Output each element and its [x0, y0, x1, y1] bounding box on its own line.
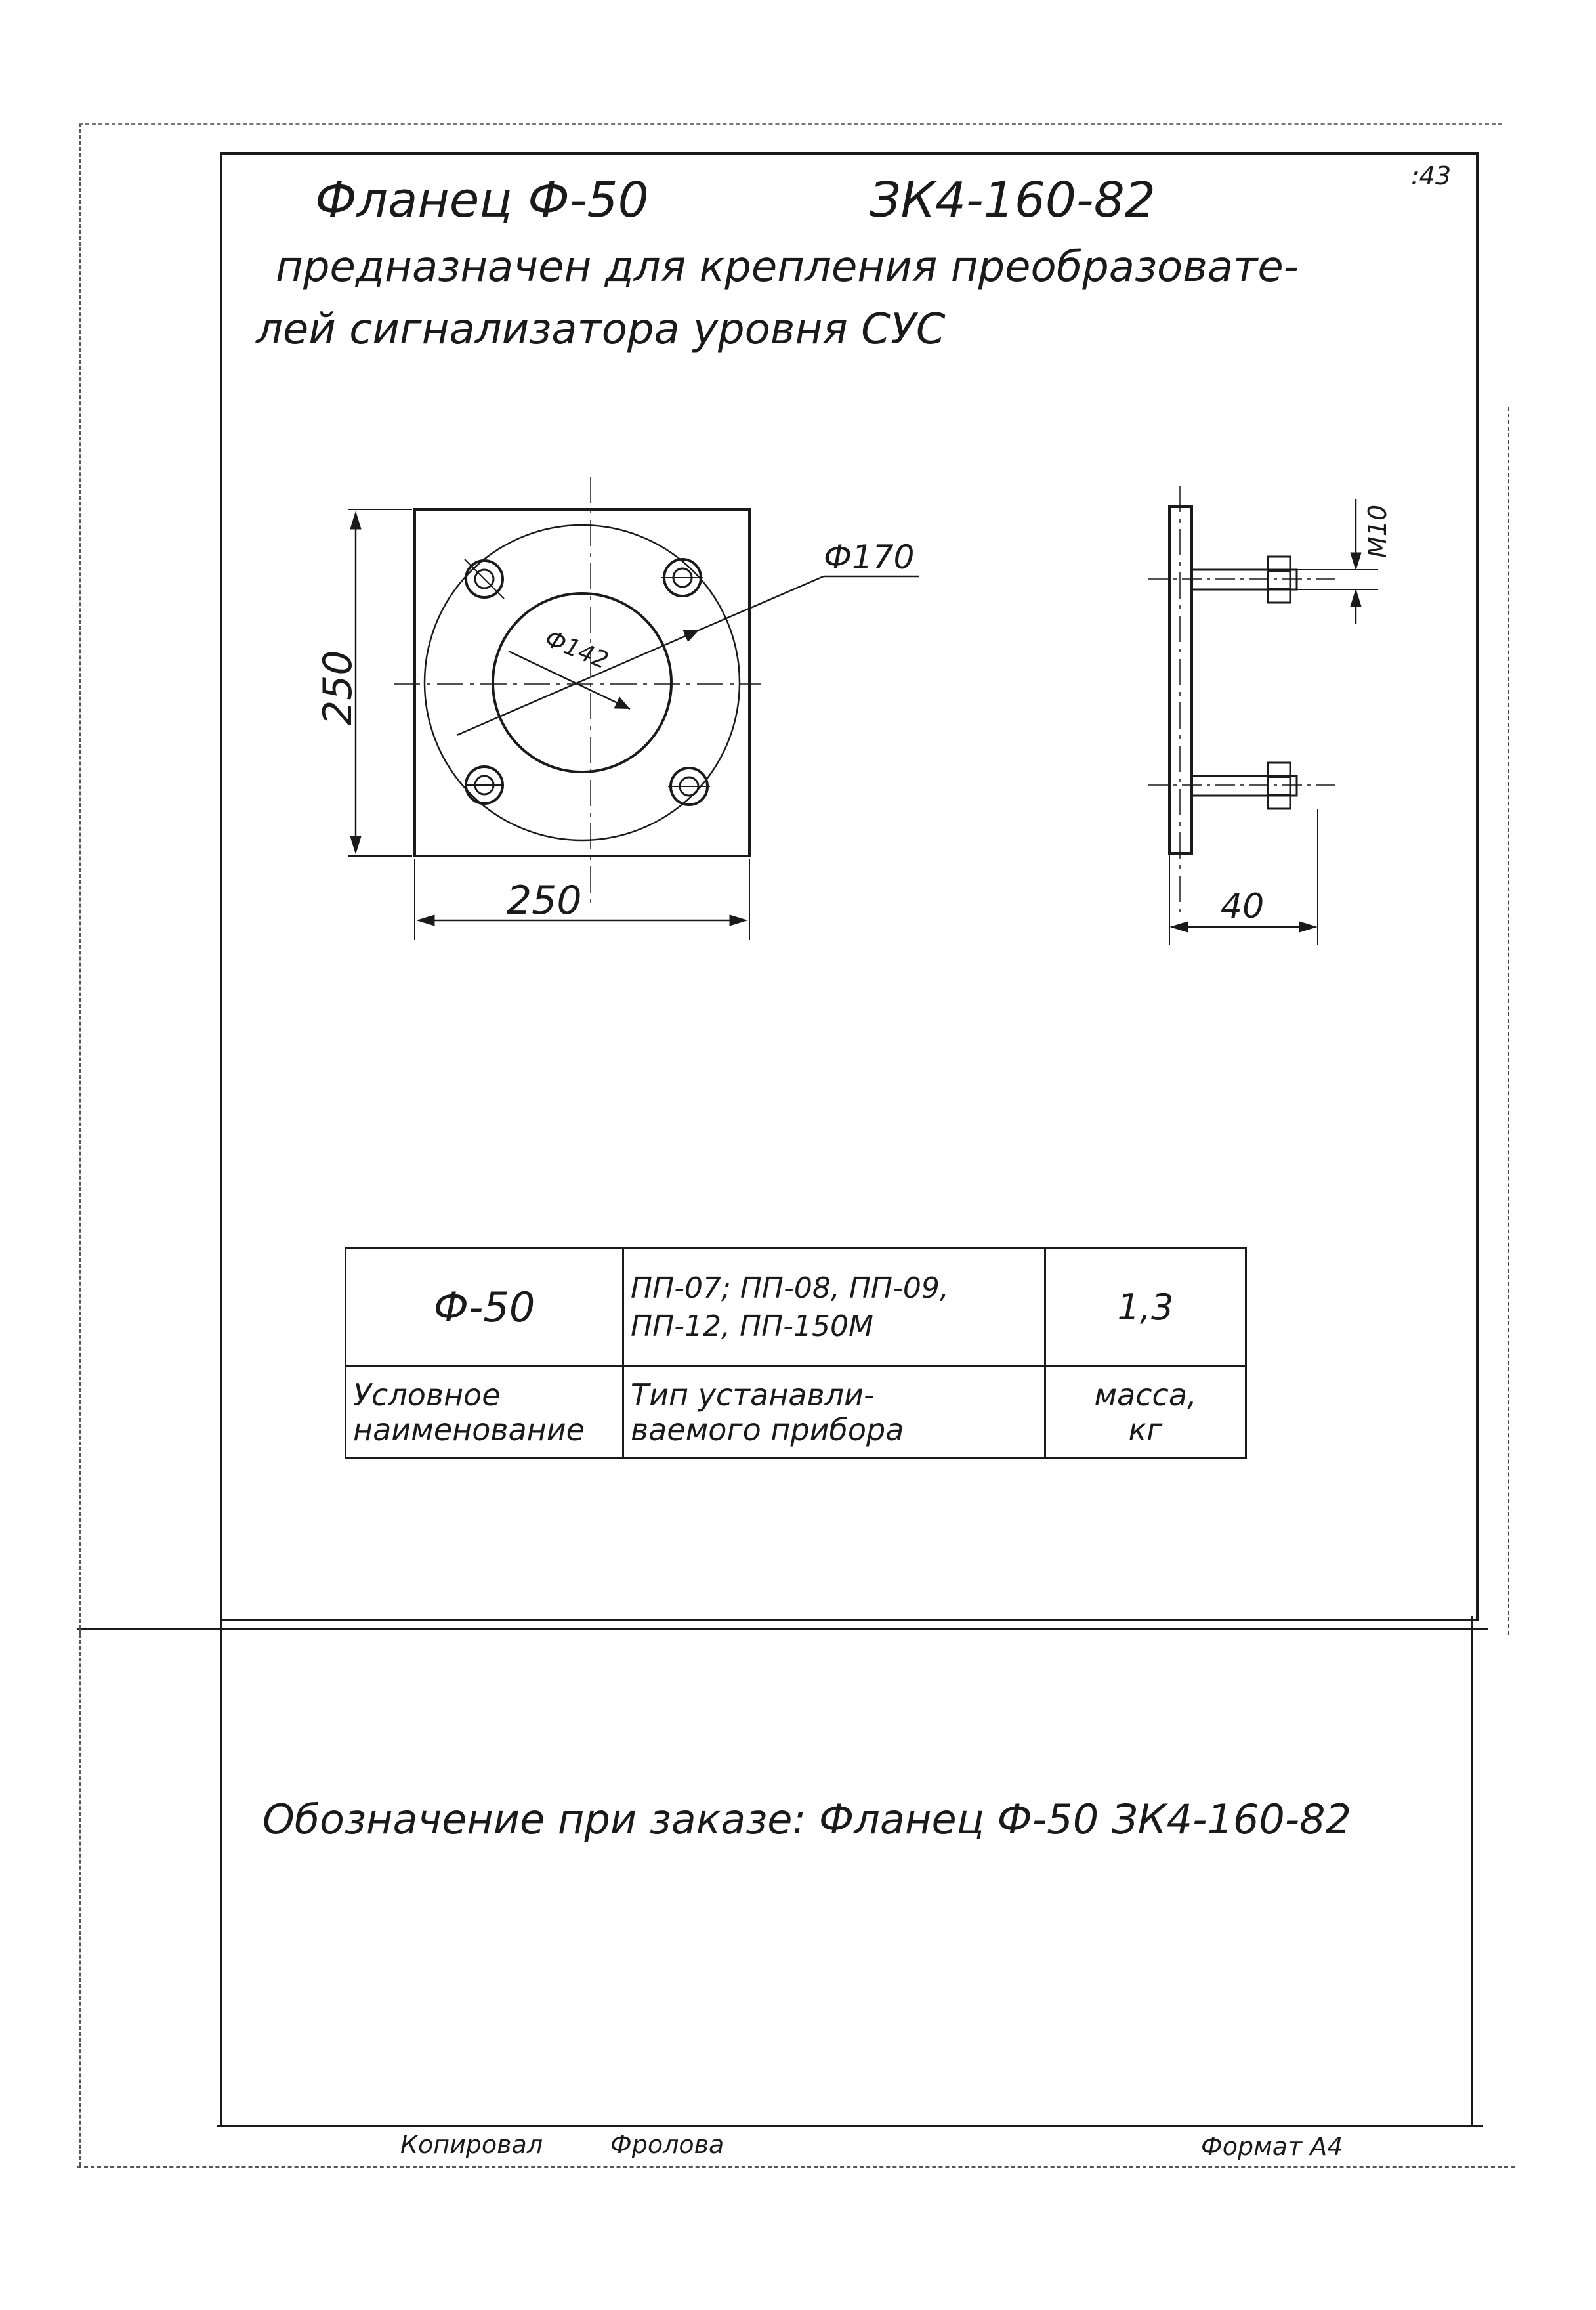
frame-right-lower: [1471, 1616, 1473, 2125]
table-row: [346, 1367, 1246, 1459]
plan-height-dim: 250: [315, 650, 361, 725]
bottom-rule: [77, 1628, 1488, 1630]
table-cell: Ф-50: [346, 1249, 623, 1367]
page-number: :43: [1411, 161, 1452, 190]
bolt-bottom-left: [465, 767, 504, 803]
plan-width-dim: 250: [507, 878, 582, 924]
table-cell: масса, кг: [1045, 1367, 1246, 1459]
description-line-2: лей сигнализатора уровня СУС: [256, 305, 946, 354]
outer-diameter-label: Ф170: [824, 538, 915, 576]
table-cell: 1,3: [1045, 1249, 1246, 1367]
left-dashed-rule-lower: [79, 1628, 81, 2166]
title-code: ЗК4-160-82: [870, 172, 1156, 228]
bolt-top-left: [465, 559, 504, 599]
footer-format: Формат А4: [1201, 2132, 1343, 2161]
spec-table: [345, 1247, 1247, 1459]
flange-drawing: [0, 0, 1596, 1116]
table-cell: Условное наименование: [346, 1367, 623, 1459]
side-depth-dim: 40: [1221, 887, 1265, 926]
order-note: Обозначение при заказе: Фланец Ф-50 ЗК4-160-82: [262, 1795, 1352, 1843]
table-cell: ПП-07; ПП-08, ПП-09, ПП-12, ПП-150М: [623, 1249, 1045, 1367]
table-cell: Тип устанавли- ваемого прибора: [623, 1367, 1045, 1459]
description-line-1: предназначен для крепления преобразовате-: [276, 243, 1299, 291]
title-name: Фланец Ф-50: [315, 172, 649, 228]
frame-left-lower: [220, 1616, 222, 2125]
footer-copied-by: Копировал: [400, 2130, 543, 2159]
bottom-dashed-rule: [77, 2166, 1515, 2168]
table-row: [346, 1249, 1246, 1367]
side-thread-label: М10: [1363, 504, 1392, 558]
inner-diameter-label: Ф142: [541, 625, 612, 675]
bolt-top-right: [662, 559, 704, 596]
footer-copier-name: Фролова: [610, 2130, 724, 2159]
side-view: [1148, 486, 1378, 945]
footer-rule: [217, 2125, 1483, 2127]
